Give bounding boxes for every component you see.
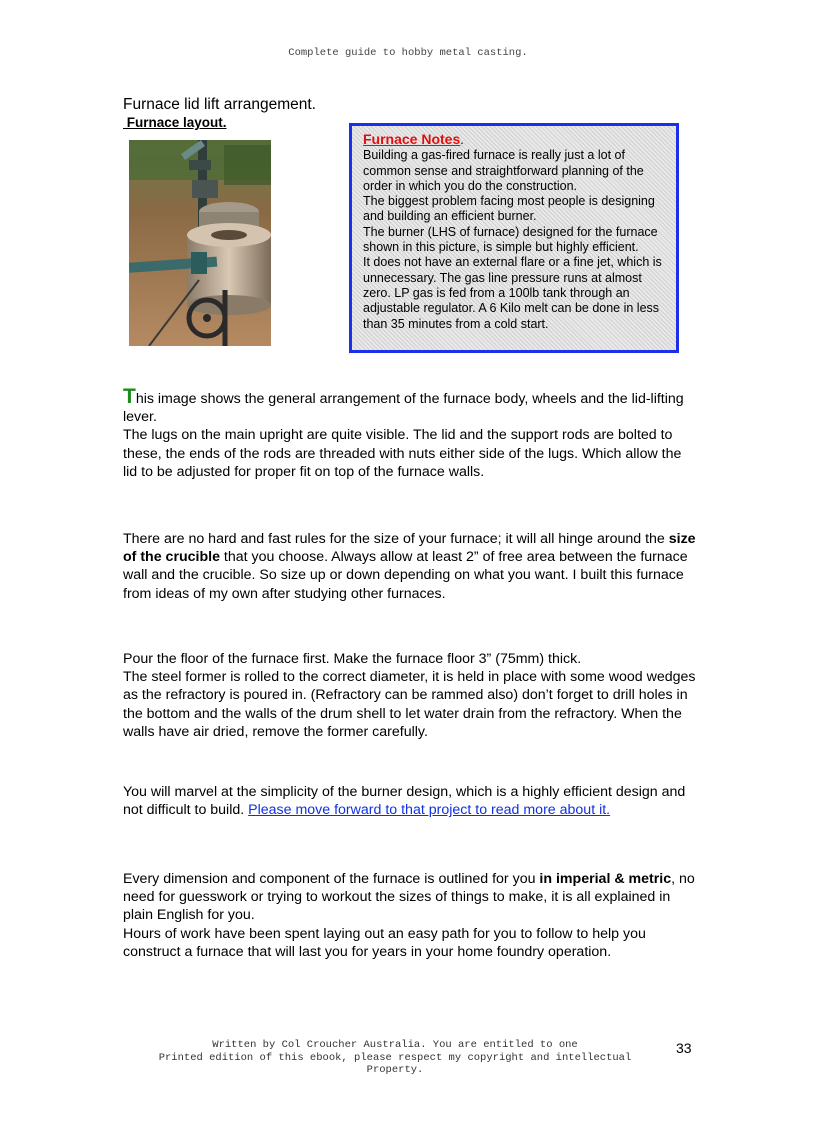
intro-paragraph — [123, 385, 698, 481]
page-footer — [130, 1039, 660, 1077]
page-number: 33 — [676, 1040, 692, 1056]
dimensions-text-after: , no need for guesswork or trying to workout the sizes of things to make, it is all explained in plain English for you. — [123, 871, 695, 924]
intro-text: his image shows the general arrangement of the furnace body, wheels and the lid-lifting lever. — [123, 391, 684, 426]
size-bold-text: size of the crucible — [123, 531, 696, 566]
notes-line: Building a gas-fired furnace is really just a lot of common sense and straightforward planning of the order in which you do the construction. — [363, 148, 644, 193]
drop-cap: T — [123, 385, 136, 408]
notes-line: It does not have an external flare or a fine jet, which is unnecessary. The gas line pressure runs at almost zero. LP gas is fed from a 100lb tank through an adjustable regulator. A 6 Kilo melt can be done in less than 35 minutes from a cold start. — [363, 255, 662, 331]
floor-text-2: The steel former is rolled to the correct diameter, it is held in place with some wood wedges as the refractory is poured in. (Refractory can be rammed also) don’t forget to drill holes in the bottom and the walls of the drum shell to let water drain from the refractory. When the walls have air dried, remove the former carefully. — [123, 669, 696, 740]
floor-text: Pour the floor of the furnace first. Make the furnace floor 3” (75mm) thick. — [123, 651, 582, 667]
size-text-after: that you choose. Always allow at least 2” of free area between the furnace wall and the crucible. So size up or down depending on what you want. I built this furnace from ideas of my own after studying other furnaces. — [123, 549, 688, 602]
burner-project-link[interactable]: Please move forward to that project to read more about it. — [248, 802, 611, 819]
dimensions-text: Every dimension and component of the furnace is outlined for you — [123, 871, 540, 887]
furnace-photo — [129, 140, 271, 346]
dimensions-text-2: Hours of work have been spent laying out an easy path for you to follow to help you construct a furnace that will last you for years in your home foundry operation. — [123, 925, 646, 960]
section-subtitle: Furnace layout. — [123, 115, 227, 130]
footer-line: Printed edition of this ebook, please respect my copyright and intellectual — [158, 1051, 632, 1064]
burner-text: You will marvel at the simplicity of the burner design, which is a highly efficient design and not difficult to build. — [123, 784, 686, 819]
dimensions-bold-text: in imperial & metric — [539, 871, 672, 887]
burner-paragraph — [123, 783, 698, 819]
page-header: Complete guide to hobby metal casting. — [288, 47, 528, 59]
notes-heading: Furnace Notes — [363, 131, 461, 147]
floor-paragraph — [123, 650, 698, 741]
section-title: Furnace lid lift arrangement. — [123, 96, 316, 113]
footer-line: Written by Col Croucher Australia. You are entitled to one — [212, 1039, 578, 1051]
dimensions-paragraph — [123, 870, 698, 961]
intro-text-2: The lugs on the main upright are quite visible. The lid and the support rods are bolted to these, the ends of the rods are threaded with nuts either side of the lugs. Which allow the lid to be adjusted for proper fit on top of the furnace walls. — [123, 427, 682, 480]
size-paragraph — [123, 530, 698, 603]
notes-heading-suffix: . — [460, 133, 464, 147]
notes-line: The biggest problem facing most people is designing and building an efficient burner. — [363, 194, 655, 224]
notes-line: The burner (LHS of furnace) designed for the furnace shown in this picture, is simple but highly efficient. — [363, 224, 658, 255]
footer-line: Property. — [366, 1064, 424, 1076]
furnace-notes-box — [349, 123, 679, 353]
size-text: There are no hard and fast rules for the size of your furnace; it will all hinge around the — [123, 531, 669, 547]
